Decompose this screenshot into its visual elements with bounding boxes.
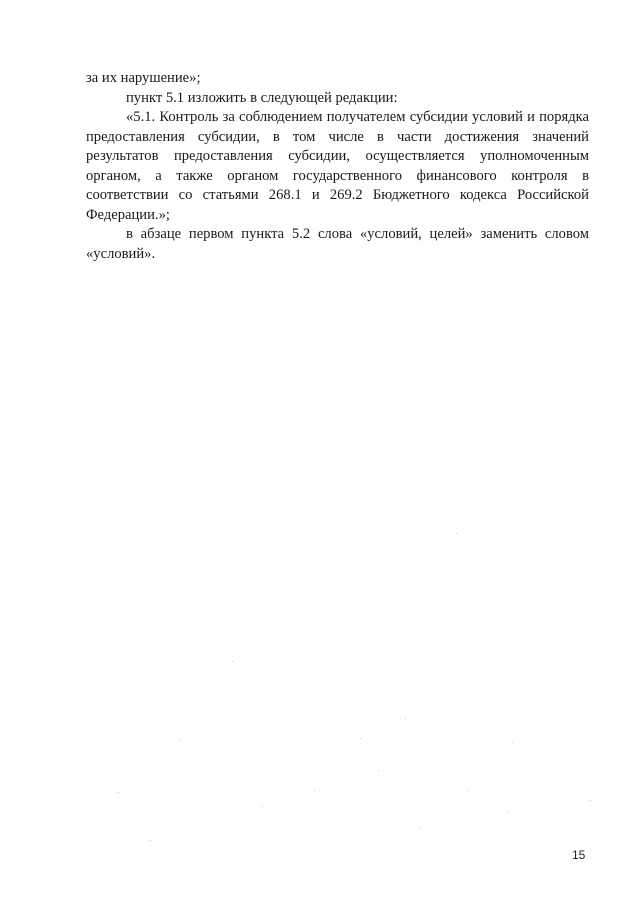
page-number: 15 [572, 848, 586, 862]
scan-speck [456, 533, 457, 534]
scan-speck [360, 738, 361, 739]
scan-speck [508, 812, 509, 813]
scan-speck [314, 790, 315, 791]
scan-speck [150, 840, 151, 841]
paragraph-clause-5-2: в абзаце первом пункта 5.2 слова «условий, целей» заменить словом «условий». [86, 226, 589, 262]
scan-speck [420, 828, 421, 829]
scan-speck [118, 792, 119, 793]
scan-speck [590, 800, 591, 801]
paragraph-clause-5-1: «5.1. Контроль за соблюдением получателем субсидии условий и порядка предоставления субсидии, в том числе в части достижения значений результатов предоставления субсидии, осуществляется уполномоченным органом, а также органом государственного финансового контроля в соответствии со статьями 268.1 и 269.2 Бюджетного кодекса Российской Федерации.»; [86, 109, 589, 223]
scan-speck [405, 718, 406, 719]
paragraph-amendment-intro: пункт 5.1 изложить в следующей редакции: [126, 89, 398, 106]
scan-speck [512, 742, 513, 743]
paragraph-continuation: за их нарушение»; [86, 70, 201, 86]
scan-speck [468, 790, 469, 791]
scan-speck [262, 806, 263, 807]
document-body [86, 69, 589, 264]
scan-speck [232, 661, 233, 662]
scan-speck [378, 770, 379, 771]
scan-speck [180, 740, 181, 741]
